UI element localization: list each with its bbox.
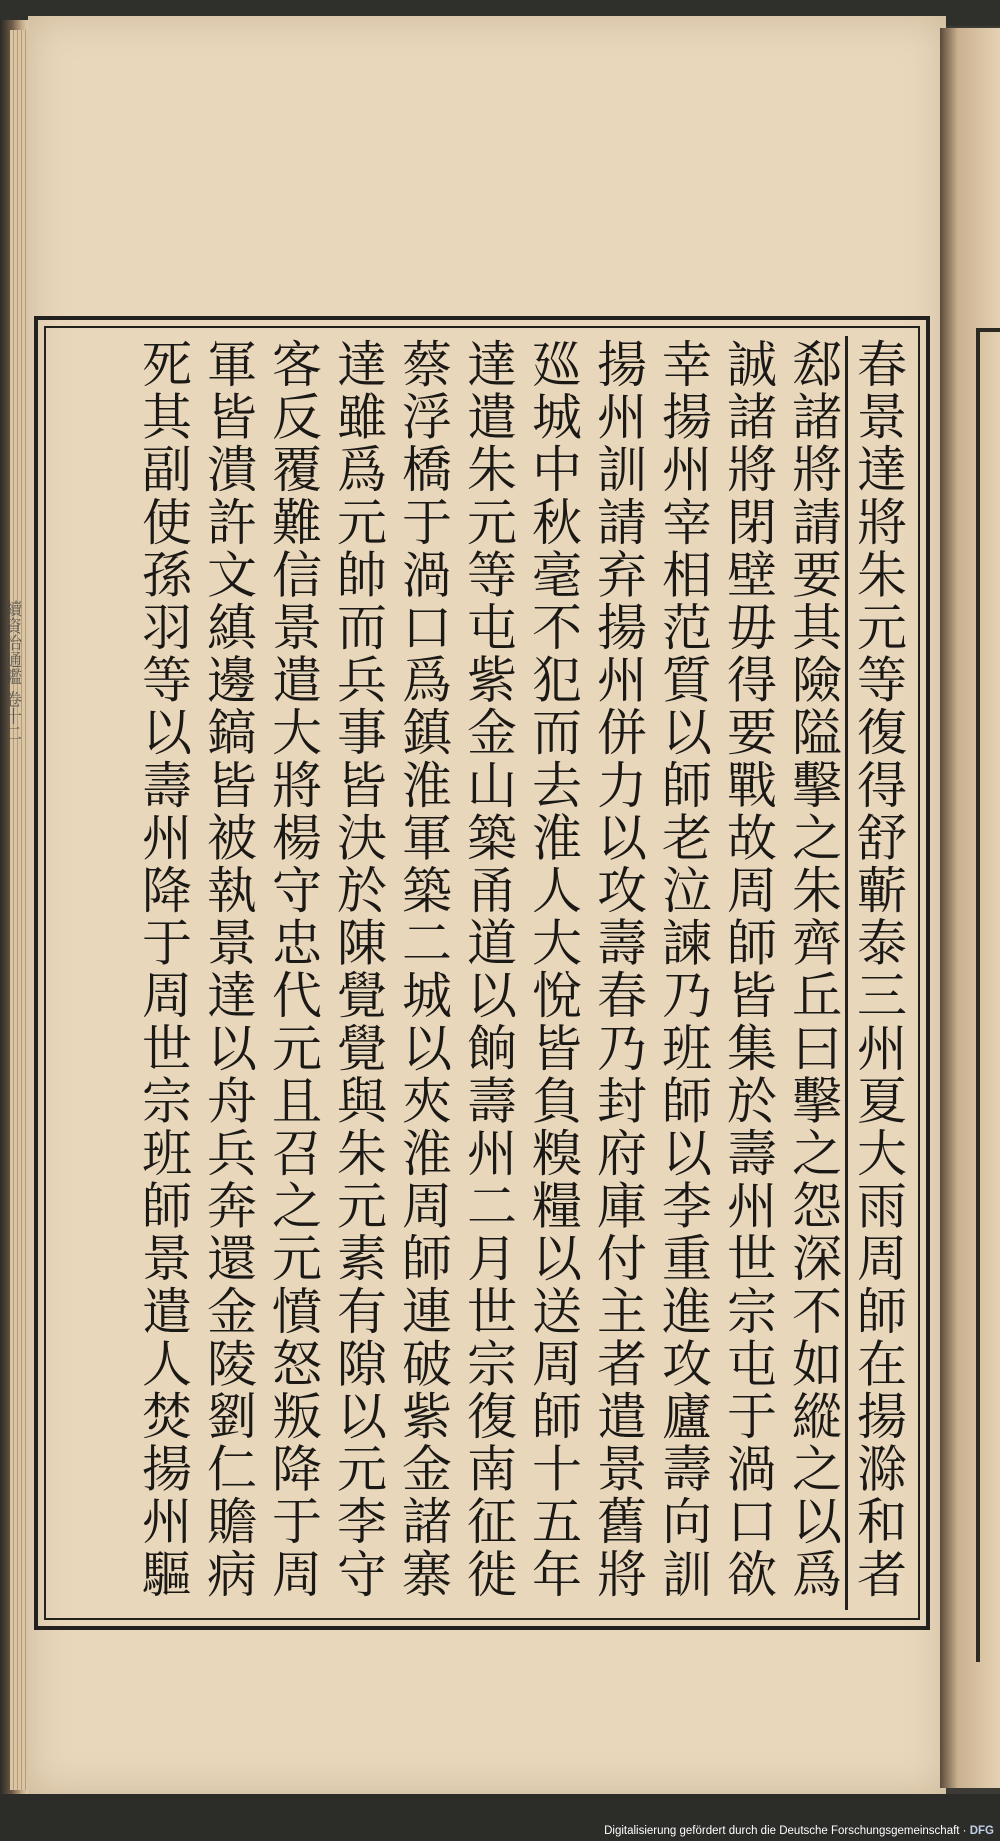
text-column-6: 廵城中秋毫不犯而去淮人大悅皆負糗糧以送周師十五年 <box>524 338 582 1601</box>
text-column-7: 達遣朱元等屯紫金山築甬道以餉壽州二月世宗復南征徙 <box>459 338 517 1601</box>
credit-text: Digitalisierung gefördert durch die Deutsche Forschungsgemeinschaft · <box>604 1825 970 1837</box>
text-column-2: 郄諸將請要其險隘擊之朱齊丘曰擊之怨深不如縱之以爲 <box>784 338 842 1601</box>
text-column-10: 客反覆難信景遣大將楊守忠代元且召之元憤怒叛降于周 <box>264 338 322 1601</box>
text-column-8: 蔡浮橋于渦口爲鎮淮軍築二城以夾淮周師連破紫金諸寨 <box>394 338 452 1601</box>
text-column-9: 達雖爲元帥而兵事皆決於陳覺覺與朱元素有隙以元李守 <box>329 338 387 1601</box>
text-frame-inner <box>44 326 920 1620</box>
text-column-1: 春景達將朱元等復得舒蘄泰三州夏大雨周師在揚滁和者 <box>845 336 910 1610</box>
scan-footer <box>0 1794 1000 1841</box>
text-column-3: 誠諸將閉壁毋得要戰故周師皆集於壽州世宗屯于渦口欲 <box>719 338 777 1601</box>
facing-page-edge <box>940 28 1000 1788</box>
margin-note: 續資治通鑑 卷十二 <box>1 600 21 742</box>
digitization-credit <box>604 1825 994 1837</box>
facing-page-border <box>976 328 1000 1662</box>
dfg-logo: DFG <box>969 1825 994 1837</box>
text-column-5: 揚州訓請弃揚州併力以攻壽春乃封府庫付主者遣景舊將 <box>589 338 647 1601</box>
text-column-11: 軍皆潰許文縝邊鎬皆被執景達以舟兵奔還金陵劉仁贍病 <box>199 338 257 1601</box>
text-columns <box>54 336 910 1610</box>
text-frame <box>34 316 930 1630</box>
text-column-12: 死其副使孫羽等以壽州降于周世宗班師景遣人焚揚州驅 <box>134 338 192 1601</box>
text-column-4: 幸揚州宰相范質以師老泣諫乃班師以李重進攻廬壽向訓 <box>654 338 712 1601</box>
